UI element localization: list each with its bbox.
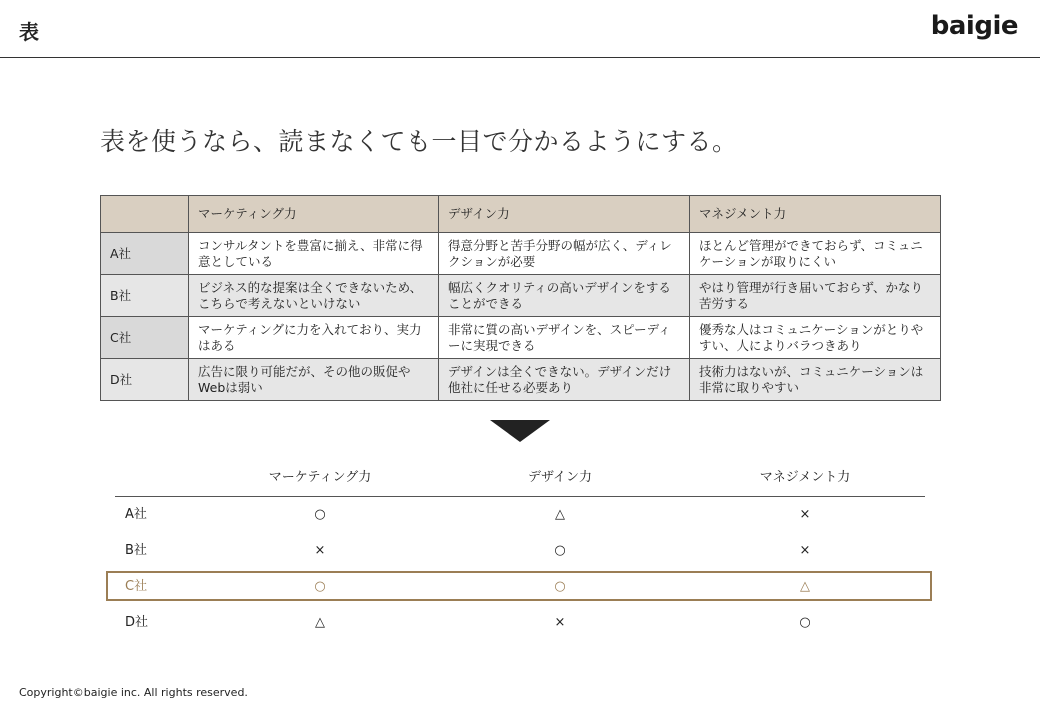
row-label: A社 bbox=[125, 507, 147, 522]
row-label: B社 bbox=[101, 275, 189, 317]
table-header-cell: デザイン力 bbox=[439, 196, 690, 233]
row-label: A社 bbox=[101, 233, 189, 275]
table-row bbox=[101, 359, 941, 401]
table-header-row bbox=[101, 196, 941, 233]
table-header-cell: マネジメント力 bbox=[690, 196, 941, 233]
rating-symbol: ○ bbox=[314, 507, 326, 522]
summary-comparison-table bbox=[115, 460, 925, 641]
copyright-text: Copyright©baigie inc. All rights reserved. bbox=[19, 686, 248, 699]
detailed-comparison-table bbox=[100, 195, 941, 401]
table-row bbox=[101, 233, 941, 275]
table-cell: やはり管理が行き届いておらず、かなり苦労する bbox=[690, 275, 941, 317]
table-cell: 技術力はないが、コミュニケーションは非常に取りやすい bbox=[690, 359, 941, 401]
rating-symbol: × bbox=[314, 543, 326, 558]
table-cell: デザインは全くできない。デザインだけ他社に任せる必要あり bbox=[439, 359, 690, 401]
table-row bbox=[115, 533, 925, 569]
rating-symbol: × bbox=[799, 543, 811, 558]
row-label: C社 bbox=[125, 579, 148, 594]
rating-symbol: △ bbox=[800, 579, 810, 594]
table-cell: 非常に質の高いデザインを、スピーディーに実現できる bbox=[439, 317, 690, 359]
table-row bbox=[101, 317, 941, 359]
table-cell: ほとんど管理ができておらず、コミュニケーションが取りにくい bbox=[690, 233, 941, 275]
rating-symbol: ○ bbox=[314, 579, 326, 594]
table-row bbox=[101, 275, 941, 317]
table-cell: 幅広くクオリティの高いデザインをすることができる bbox=[439, 275, 690, 317]
down-arrow-icon bbox=[490, 420, 550, 442]
page-title: 表 bbox=[19, 20, 39, 44]
table-cell: コンサルタントを豊富に揃え、非常に得意としている bbox=[189, 233, 439, 275]
brand-logo: baigie bbox=[930, 11, 1018, 41]
rating-symbol: ○ bbox=[554, 543, 566, 558]
rating-symbol: △ bbox=[555, 507, 565, 522]
table-header-cell: デザイン力 bbox=[527, 470, 593, 485]
table-cell: ビジネス的な提案は全くできないため、こちらで考えないといけない bbox=[189, 275, 439, 317]
slide-headline: 表を使うなら、読まなくても一目で分かるようにする。 bbox=[100, 127, 738, 156]
table-row bbox=[115, 605, 925, 641]
table-cell: 優秀な人はコミュニケーションがとりやすい、人によりバラつきあり bbox=[690, 317, 941, 359]
rating-symbol: × bbox=[799, 507, 811, 522]
table-cell: マーケティングに力を入れており、実力はある bbox=[189, 317, 439, 359]
rating-symbol: ○ bbox=[554, 579, 566, 594]
table-cell: 得意分野と苦手分野の幅が広く、ディレクションが必要 bbox=[439, 233, 690, 275]
rating-symbol: × bbox=[554, 615, 566, 630]
table-cell: 広告に限り可能だが、その他の販促やWebは弱い bbox=[189, 359, 439, 401]
table-header-cell bbox=[101, 196, 189, 233]
row-label: D社 bbox=[125, 615, 149, 630]
rating-symbol: △ bbox=[315, 615, 325, 630]
table-header-row bbox=[115, 460, 925, 497]
row-label: D社 bbox=[101, 359, 189, 401]
table-row bbox=[115, 497, 925, 533]
row-label: B社 bbox=[125, 543, 147, 558]
table-header-cell: マネジメント力 bbox=[759, 470, 851, 485]
table-header-cell: マーケティング力 bbox=[189, 196, 439, 233]
header-divider bbox=[0, 57, 1040, 58]
table-row-highlighted bbox=[115, 569, 925, 605]
table-header-cell: マーケティング力 bbox=[268, 470, 372, 485]
rating-symbol: ○ bbox=[799, 615, 811, 630]
row-label: C社 bbox=[101, 317, 189, 359]
